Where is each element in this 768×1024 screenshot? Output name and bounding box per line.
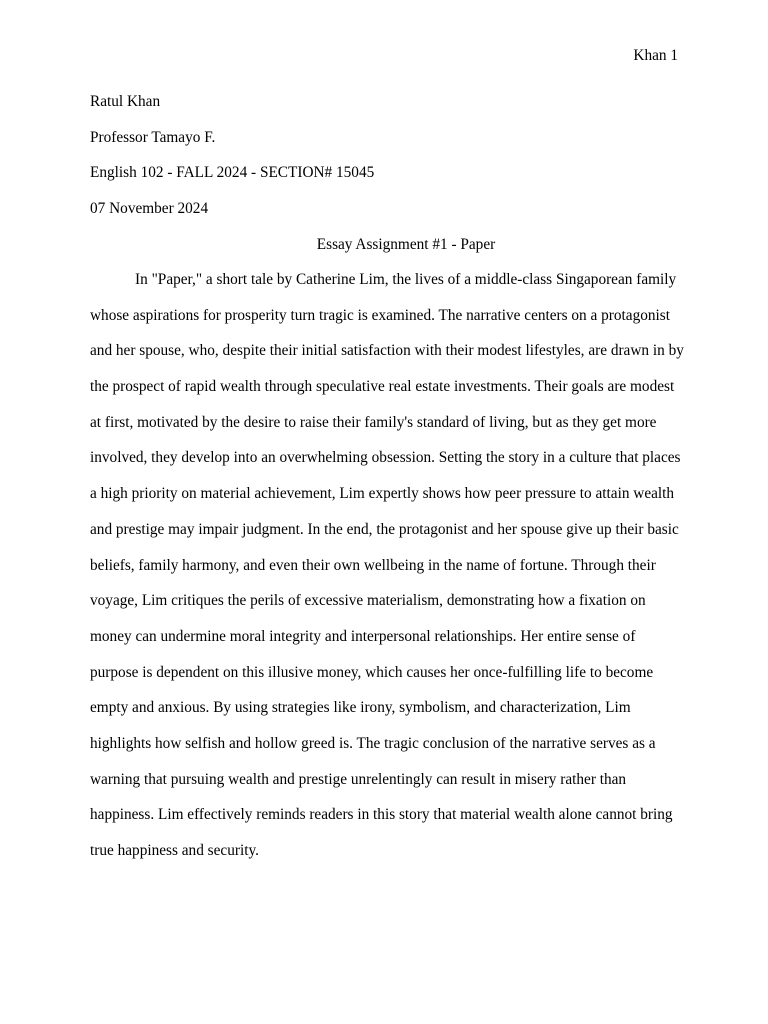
paragraph-line: money can undermine moral integrity and interpersonal relationships. Her entire sense of (90, 627, 636, 645)
paragraph-line: involved, they develop into an overwhelming obsession. Setting the story in a culture that places (90, 449, 681, 467)
paragraph-line: empty and anxious. By using strategies like irony, symbolism, and characterization, Lim (90, 699, 631, 717)
paragraph-line: and prestige may impair judgment. In the end, the protagonist and her spouse give up their basic (90, 520, 679, 538)
mla-heading (90, 93, 678, 235)
paragraph-line: a high priority on material achievement, Lim expertly shows how peer pressure to attain wealth (90, 485, 675, 503)
paragraph-line: at first, motivated by the desire to raise their family's standard of living, but as they get more (90, 413, 657, 431)
essay-paragraph (90, 271, 690, 878)
paragraph-line: the prospect of rapid wealth through speculative real estate investments. Their goals are modest (90, 378, 675, 396)
paragraph-line: true happiness and security. (90, 842, 259, 859)
paragraph-line: whose aspirations for prosperity turn tragic is examined. The narrative centers on a protagonist (90, 306, 670, 324)
professor-name: Professor Tamayo F. (90, 128, 216, 146)
course-info: English 102 - FALL 2024 - SECTION# 15045 (90, 164, 375, 182)
essay-title: Essay Assignment #1 - Paper (316, 236, 496, 253)
running-header-page-number: Khan 1 (633, 47, 678, 64)
paragraph-line: purpose is dependent on this illusive money, which causes her once-fulfilling life to become (90, 663, 654, 681)
paragraph-line: voyage, Lim critiques the perils of excessive materialism, demonstrating how a fixation on (90, 592, 646, 610)
paragraph-line: In "Paper," a short tale by Catherine Lim, the lives of a middle-class Singaporean family (135, 271, 677, 288)
paragraph-line: highlights how selfish and hollow greed is. The tragic conclusion of the narrative serves as a (90, 734, 656, 752)
paragraph-line: and her spouse, who, despite their initial satisfaction with their modest lifestyles, are drawn in by (90, 342, 684, 360)
paragraph-line: beliefs, family harmony, and even their own wellbeing in the name of fortune. Through their (90, 556, 656, 574)
paragraph-line: warning that pursuing wealth and prestige unrelentingly can result in misery rather than (90, 770, 627, 788)
paragraph-line: happiness. Lim effectively reminds readers in this story that material wealth alone cannot bring (90, 806, 673, 824)
student-name: Ratul Khan (90, 93, 161, 110)
submission-date: 07 November 2024 (90, 199, 209, 217)
